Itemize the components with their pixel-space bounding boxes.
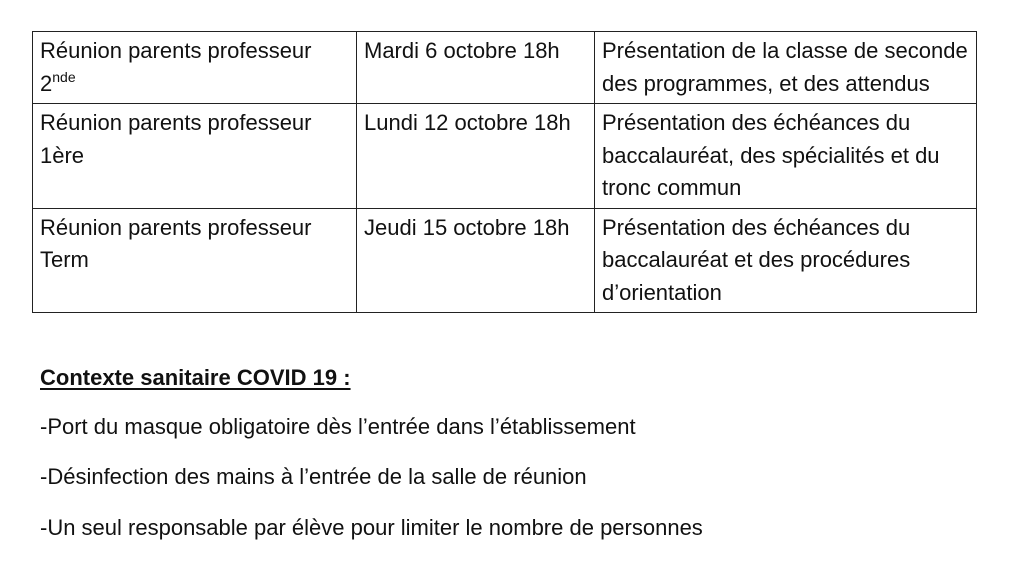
meeting-title: Réunion parents professeur — [40, 110, 312, 135]
covid-rule: -Un seul responsable par élève pour limiter le nombre de personnes — [40, 515, 703, 540]
meeting-title-cell — [33, 104, 357, 209]
meeting-date: Lundi 12 octobre 18h — [364, 110, 571, 135]
meeting-date: Mardi 6 octobre 18h — [364, 38, 560, 63]
meeting-description-cell — [595, 104, 977, 209]
meeting-title: Réunion parents professeur — [40, 38, 312, 63]
table-row — [33, 32, 977, 104]
meeting-level: 2 — [40, 70, 53, 96]
meeting-level: Term — [40, 247, 89, 272]
meeting-description-cell — [595, 32, 977, 104]
meeting-title: Réunion parents professeur — [40, 214, 312, 240]
table-row — [33, 104, 977, 209]
meeting-date-cell — [357, 104, 595, 209]
meeting-date: Jeudi 15 octobre 18h — [364, 214, 570, 240]
meeting-level: 1ère — [40, 142, 85, 168]
covid-rule: -Port du masque obligatoire dès l’entrée dans l’établissement — [40, 414, 636, 439]
meeting-description: Présentation des échéances du baccalauréat et des procédures d’orientation — [602, 214, 911, 305]
meeting-date-cell — [357, 208, 595, 313]
meeting-description: Présentation de la classe de seconde des programmes, et des attendus — [602, 38, 968, 96]
meeting-description: Présentation des échéances du baccalauréat, des spécialités et du tronc commun — [602, 110, 940, 200]
meeting-title-cell — [33, 208, 357, 313]
covid-heading: Contexte sanitaire COVID 19 : — [40, 365, 351, 390]
meeting-date-cell — [357, 32, 595, 104]
table-row — [33, 208, 977, 313]
meetings-table — [32, 31, 977, 313]
covid-rule: -Désinfection des mains à l’entrée de la salle de réunion — [40, 464, 587, 489]
meeting-title-cell — [33, 32, 357, 104]
meeting-description-cell — [595, 208, 977, 313]
meeting-level-superscript: nde — [52, 68, 76, 85]
